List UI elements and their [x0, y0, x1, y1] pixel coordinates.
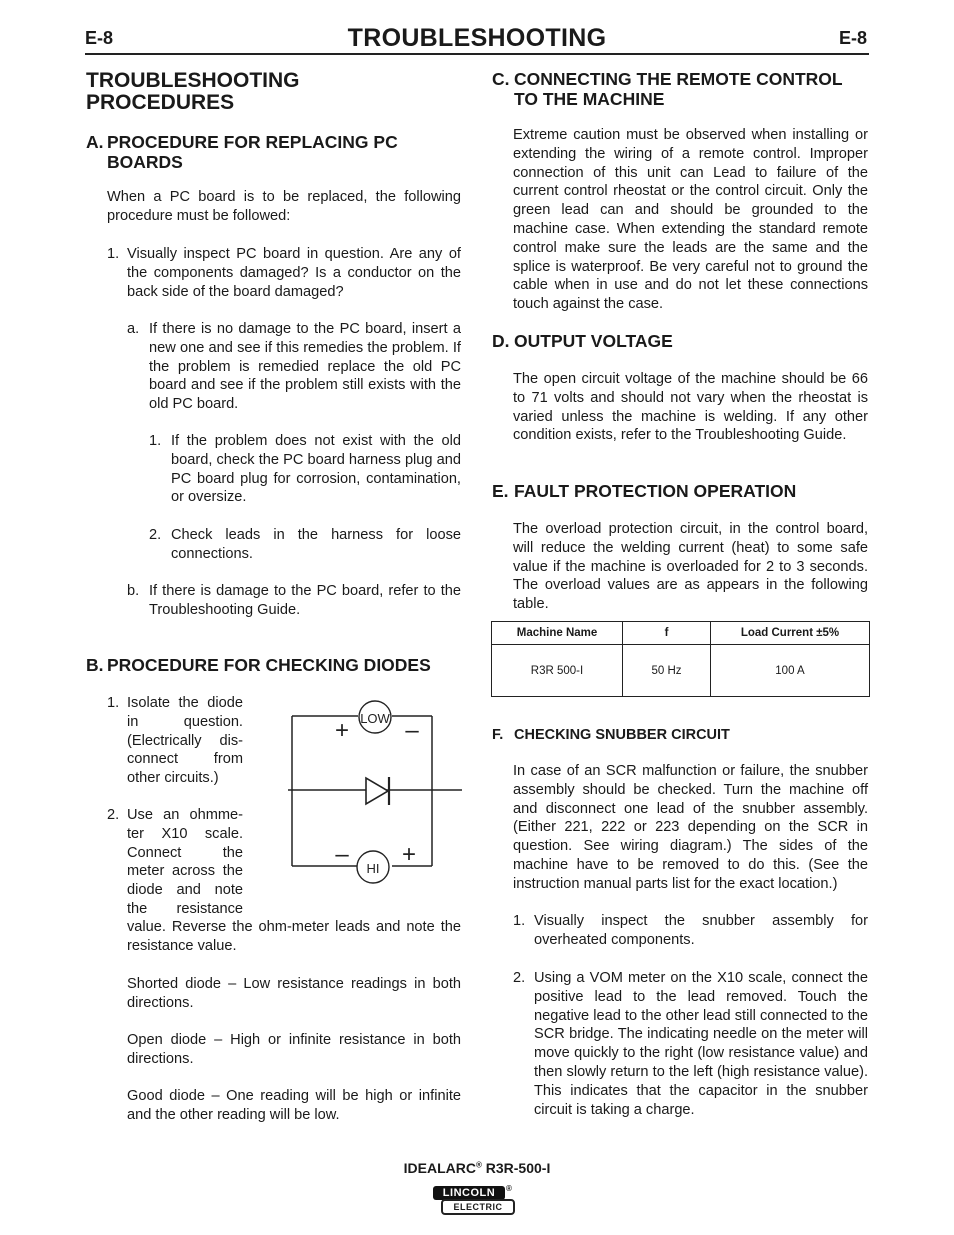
table-header-cell: Machine Name: [492, 622, 623, 645]
diode-test-diagram: [280, 698, 470, 888]
section-c-text: Extreme caution must be observed when installing or extending the wiring of a remote control. Improper connection of this unit can Lead to failure of the current control rheostat or the control circuit. Only the green lead can and should be grounded to the machine case. When extending the standard remote control make sure the leads are the same and the splice is waterproof. Be very careful not to ground the cable when in use and do not let these connections touch against the case.: [513, 127, 868, 313]
section-d-heading: D. OUTPUT VOLTAGE: [492, 331, 673, 351]
section-b-step-1: Isolate the diode in question. (Electrically dis- connect from other circuits.): [127, 695, 243, 787]
main-heading: TROUBLESHOOTING PROCEDURES: [86, 69, 300, 114]
section-f-step-2: 2. Using a VOM meter on the X10 scale, connect the positive lead to the lead removed. Touch the negative lead to the other lead still connected to the SCR bridge. The indicating needle on the meter will move quickly to the right (low resistance value) and then slowly return to the left (high resistance value). This indicates that the capacitor in the snubber circuit is taking a charge.: [513, 970, 868, 1118]
section-a-sub-a2: 2. Check leads in the harness for loose connections.: [149, 527, 461, 562]
lincoln-electric-logo: [433, 1186, 513, 1216]
table-header-cell: f: [623, 622, 711, 645]
plus-sign-top: +: [334, 717, 350, 744]
open-diode-note: Open diode – High or infinite resistance in both directions.: [127, 1032, 461, 1067]
table-cell: 50 Hz: [623, 645, 711, 697]
plus-sign-bottom: +: [401, 841, 417, 868]
section-c-heading: C. CONNECTING THE REMOTE CONTROL TO THE MACHINE: [492, 69, 843, 109]
product-name: IDEALARC® R3R-500-I: [403, 1160, 551, 1176]
section-e-text: The overload protection circuit, in the control board, will reduce the welding current (heat) to some safe value if the machine is overloaded for 2 to 3 seconds. The overload values are as appears in the following table.: [513, 521, 868, 613]
header-rule: [85, 53, 869, 55]
low-probe-label: LOW: [360, 711, 390, 726]
section-b-step-2: Use an ohmme- ter X10 scale. Connect the meter across the diode and note the resistance: [127, 807, 243, 917]
table-cell: R3R 500-I: [492, 645, 623, 697]
section-d-text: The open circuit voltage of the machine should be 66 to 71 volts and should not vary when the rheostat is varied unless the machine is welding. If any other condition exists, refer to the Troubleshooting Guide.: [513, 371, 868, 444]
section-a-sub-a1: 1. If the problem does not exist with the old board, check the PC board harness plug and PC board plug for corrosion, contamination, or oversize.: [149, 433, 461, 506]
section-a-sub-a: a. If there is no damage to the PC board, insert a new one and see if this remedies the problem. If the problem is remedied replace the old PC board and see if the problem still exists with the old PC board.: [127, 321, 461, 413]
table-row: [492, 645, 870, 697]
diode-symbol: [366, 778, 388, 804]
table-header-row: [492, 622, 870, 645]
section-e-heading: E. FAULT PROTECTION OPERATION: [492, 481, 797, 501]
section-b-heading: B. PROCEDURE FOR CHECKING DIODES: [86, 655, 431, 675]
section-a-intro: When a PC board is to be replaced, the following procedure must be followed:: [107, 189, 461, 224]
hi-probe-label: HI: [366, 861, 380, 876]
good-diode-note: Good diode – One reading will be high or infinite and the other reading will be low.: [127, 1088, 461, 1123]
page-number-left: E-8: [85, 28, 114, 48]
section-f-heading: F. CHECKING SNUBBER CIRCUIT: [492, 727, 730, 743]
logo-registered-mark: ®: [506, 1184, 512, 1193]
minus-sign-bottom: –: [335, 841, 349, 868]
section-a-sub-b: b. If there is damage to the PC board, refer to the Troubleshooting Guide.: [127, 583, 461, 618]
section-f-step-1: 1. Visually inspect the snubber assembly for overheated components.: [513, 913, 868, 948]
logo-top-band: LINCOLN: [433, 1186, 505, 1200]
section-f-text: In case of an SCR malfunction or failure, the snubber assembly should be checked. Turn the machine off and disconnect one lead of the snubber assembly. (Either 221, 222 or 223 depending on the SCR in question. See wiring diagram.) The sides of the machine have to be removed to do this. (See the instruction manual parts list for the exact location.): [513, 763, 868, 892]
page-title: TROUBLESHOOTING: [347, 24, 607, 52]
table-cell: 100 A: [711, 645, 870, 697]
shorted-diode-note: Shorted diode – Low resistance readings in both directions.: [127, 976, 461, 1011]
page-number-right: E-8: [839, 28, 868, 48]
minus-sign-top: –: [405, 717, 419, 744]
section-b-step-1-number: 1.: [107, 695, 120, 711]
section-a-step-1: 1. Visually inspect PC board in question. Are any of the components damaged? Is a conductor on the back side of the board damaged?: [107, 246, 461, 300]
logo-bottom-band: ELECTRIC: [441, 1199, 515, 1215]
overload-values-table: [491, 621, 870, 697]
table-header-cell: Load Current ±5%: [711, 622, 870, 645]
section-b-step-2-continued: value. Reverse the ohm-meter leads and note the resistance value.: [127, 919, 461, 954]
section-a-heading: A. PROCEDURE FOR REPLACING PC BOARDS: [86, 132, 398, 172]
section-b-step-2-number: 2.: [107, 807, 120, 823]
